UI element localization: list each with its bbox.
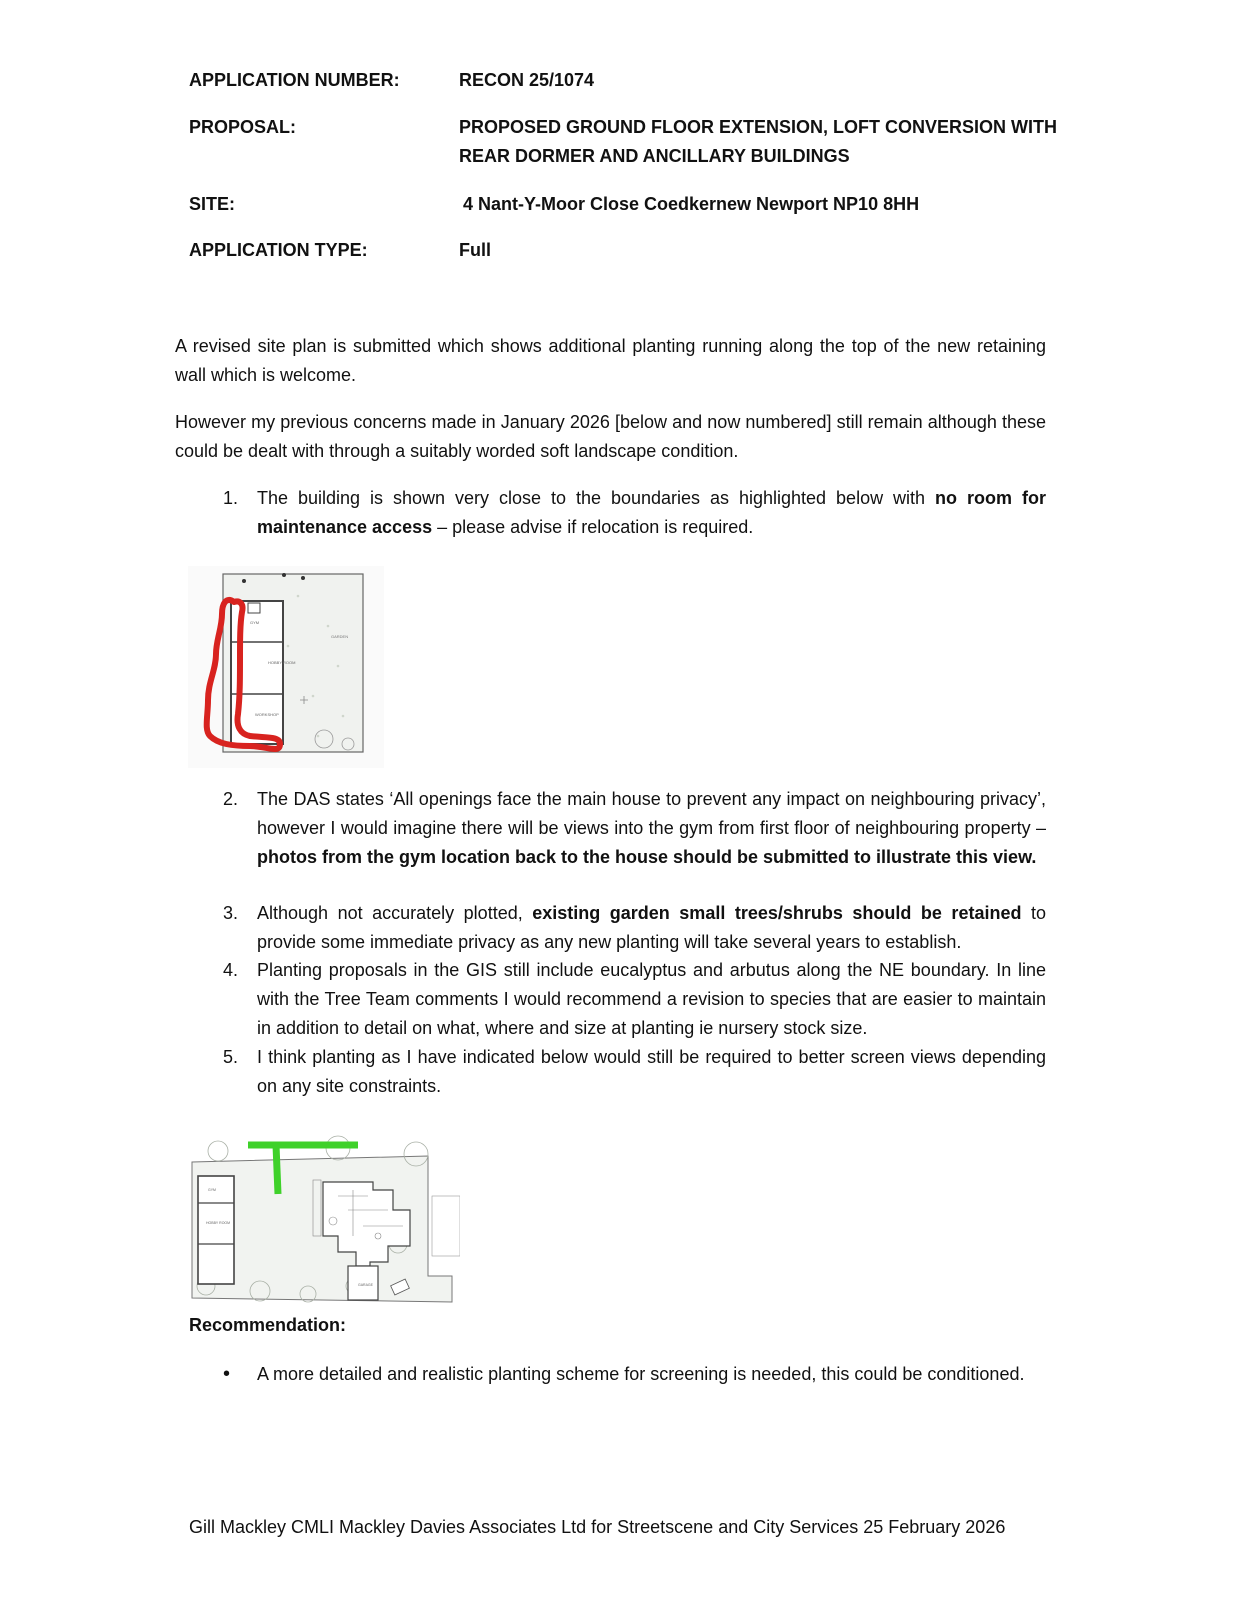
list-text: Planting proposals in the GIS still include eucalyptus and arbutus along the NE boundary. In line with the Tree Team comments I would recommend a revision to species that are easier to maintain in addition to detail on what, where and size at planting ie nursery stock size. bbox=[257, 960, 1046, 1038]
bullet: • bbox=[223, 1363, 231, 1385]
site-label: SITE: bbox=[189, 194, 236, 214]
site-plan-boundary-svg bbox=[188, 566, 384, 768]
site-plan-planting-figure bbox=[188, 1126, 460, 1304]
application-type-value: Full bbox=[459, 240, 491, 260]
list-item bbox=[175, 1043, 1046, 1101]
recommendation-text: A more detailed and realistic planting scheme for screening is needed, this could be conditioned. bbox=[257, 1364, 1025, 1384]
paragraph-previous-concerns: However my previous concerns made in January 2026 [below and now numbered] still remain although these could be dealt with through a suitably worded soft landscape condition. bbox=[175, 412, 1046, 461]
list-number: 2. bbox=[223, 789, 239, 809]
list-text: The DAS states ‘All openings face the main house to prevent any impact on neighbouring privacy’, however I would imagine there will be views into the gym from first floor of neighbouring property – photos from the gym location back to the house should be submitted to illustrate this view. bbox=[257, 789, 1046, 867]
application-type-label: APPLICATION TYPE: bbox=[189, 240, 368, 260]
list-item bbox=[175, 785, 1046, 901]
svg-text:GARDEN: GARDEN bbox=[331, 634, 349, 639]
list-item bbox=[175, 1360, 1046, 1420]
svg-text:HOBBY ROOM: HOBBY ROOM bbox=[268, 660, 296, 665]
footer-author: Gill Mackley CMLI Mackley Davies Associates Ltd for Streetscene and City Services 25 February 2026 bbox=[189, 1517, 1006, 1537]
list-text: The building is shown very close to the boundaries as highlighted below with no room for maintenance access – please advise if relocation is required. bbox=[257, 488, 1046, 537]
site-plan-planting-svg bbox=[188, 1126, 460, 1304]
list-text: I think planting as I have indicated below would still be required to better screen views depending on any site constraints. bbox=[257, 1047, 1046, 1096]
proposal-label: PROPOSAL: bbox=[189, 117, 297, 137]
svg-text:GYM: GYM bbox=[208, 1188, 216, 1192]
list-number: 1. bbox=[223, 488, 239, 508]
application-number-value: RECON 25/1074 bbox=[459, 70, 595, 90]
recommendation-heading: Recommendation: bbox=[189, 1315, 347, 1335]
application-number-label: APPLICATION NUMBER: bbox=[189, 70, 400, 90]
svg-text:WORKSHOP: WORKSHOP bbox=[255, 712, 279, 717]
svg-text:GYM: GYM bbox=[250, 620, 260, 625]
list-item bbox=[175, 899, 1046, 957]
proposal-value-line2: REAR DORMER AND ANCILLARY BUILDINGS bbox=[459, 146, 850, 166]
site-plan-boundary-figure bbox=[188, 566, 384, 768]
planting-highlight-green-vertical bbox=[276, 1145, 278, 1194]
proposal-value-line1: PROPOSED GROUND FLOOR EXTENSION, LOFT CONVERSION WITH bbox=[459, 117, 1058, 137]
list-text: Although not accurately plotted, existing garden small trees/shrubs should be retained to provide some immediate privacy as any new planting will take several years to establish. bbox=[257, 903, 1046, 952]
svg-text:GARAGE: GARAGE bbox=[358, 1283, 373, 1287]
paragraph-revised-site-plan: A revised site plan is submitted which shows additional planting running along the top of the new retaining wall which is welcome. bbox=[175, 336, 1046, 385]
list-number: 4. bbox=[223, 960, 239, 980]
list-number: 5. bbox=[223, 1047, 239, 1067]
site-value: 4 Nant-Y-Moor Close Coedkernew Newport NP10 8HH bbox=[463, 194, 920, 214]
svg-text:HOBBY ROOM: HOBBY ROOM bbox=[206, 1221, 231, 1225]
list-item bbox=[175, 956, 1046, 1044]
list-number: 3. bbox=[223, 903, 239, 923]
list-item bbox=[175, 484, 1046, 544]
